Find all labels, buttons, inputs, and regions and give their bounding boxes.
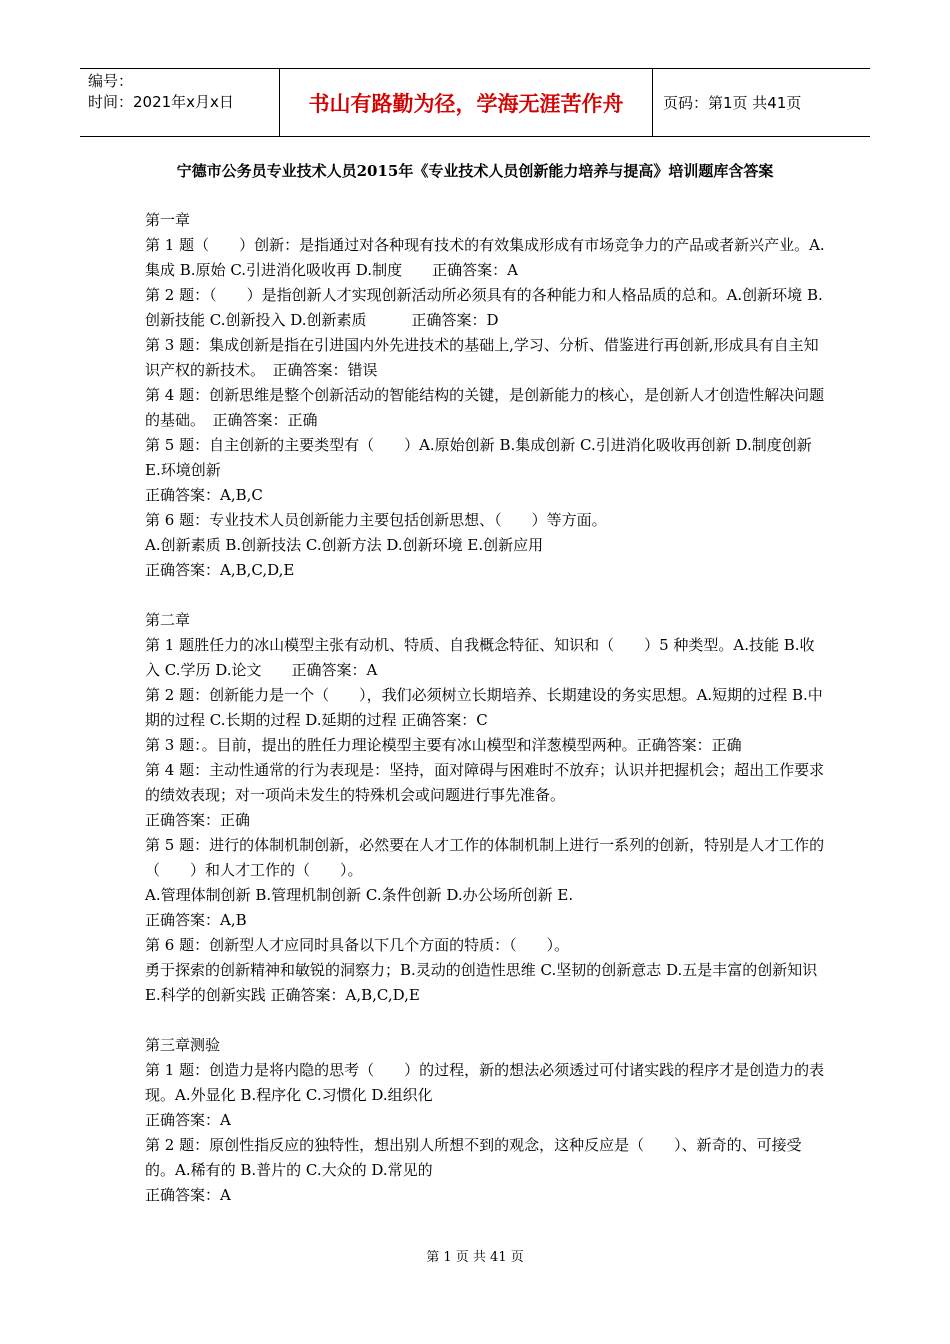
text-line: 第 4 题：创新思维是整个创新活动的智能结构的关键，是创新能力的核心，是创新人才创造性解决问题的基础。 正确答案：正确 bbox=[145, 386, 825, 429]
date-label: 时间：2021年x月x日 bbox=[88, 93, 234, 111]
text-line: A.管理体制创新 B.管理机制创新 C.条件创新 D.办公场所创新 E. bbox=[145, 886, 574, 904]
text-line: A.创新素质 B.创新技法 C.创新方法 D.创新环境 E.创新应用 bbox=[145, 536, 544, 554]
header-meta bbox=[80, 69, 280, 136]
text-line: 第 5 题：进行的体制机制创新，必然要在人才工作的体制机制上进行一系列的创新，特别是人才工作的（ ）和人才工作的（ ）。 bbox=[145, 836, 825, 879]
text-line: 第一章 bbox=[145, 211, 191, 229]
number-label: 编号： bbox=[88, 72, 134, 90]
text-line: 第 2 题：创新能力是一个（ ），我们必须树立长期培养、长期建设的务实思想。A.短期的过程 B.中期的过程 C.长期的过程 D.延期的过程 正确答案：C bbox=[145, 686, 823, 729]
text-line: 正确答案：A,B,C,D,E bbox=[145, 561, 295, 579]
text-line: 正确答案：A,B bbox=[145, 911, 247, 929]
text-line: 第 4 题：主动性通常的行为表现是：坚持，面对障碍与困难时不放弃；认识并把握机会；超出工作要求的绩效表现；对一项尚未发生的特殊机会或问题进行事先准备。 bbox=[145, 761, 825, 804]
page-header bbox=[80, 68, 870, 137]
document-body bbox=[145, 208, 825, 1208]
text-line: 第二章 bbox=[145, 611, 191, 629]
text-line: 正确答案：A,B,C bbox=[145, 486, 263, 504]
text-line: 勇于探索的创新精神和敏锐的洞察力；B.灵动的创造性思维 C.坚韧的创新意志 D.五是丰富的创新知识 E.科学的创新实践 正确答案：A,B,C,D,E bbox=[145, 961, 818, 1004]
text-line: 正确答案：正确 bbox=[145, 811, 251, 829]
text-line: 正确答案：A bbox=[145, 1186, 231, 1204]
document-title: 宁德市公务员专业技术人员2015年《专业技术人员创新能力培养与提高》培训题库含答案 bbox=[176, 162, 774, 180]
text-line: 第 1 题（ ）创新：是指通过对各种现有技术的有效集成形成有市场竞争力的产品或者新兴产业。A.集成 B.原始 C.引进消化吸收再 D.制度 正确答案：A bbox=[145, 236, 825, 279]
text-line: 第 3 题：集成创新是指在引进国内外先进技术的基础上,学习、分析、借鉴进行再创新,形成具有自主知识产权的新技术。 正确答案：错误 bbox=[145, 336, 819, 379]
text-line: 第 3 题：。目前，提出的胜任力理论模型主要有冰山模型和洋葱模型两种。正确答案：正确 bbox=[145, 736, 742, 754]
text-line: 第 1 题：创造力是将内隐的思考（ ）的过程，新的想法必须透过可付诸实践的程序才是创造力的表现。A.外显化 B.程序化 C.习惯化 D.组织化 bbox=[145, 1061, 825, 1104]
page-footer: 第 1 页 共 41 页 bbox=[426, 1250, 524, 1265]
text-line: 第 5 题：自主创新的主要类型有（ ）A.原始创新 B.集成创新 C.引进消化吸收再创新 D.制度创新 E.环境创新 bbox=[145, 436, 812, 479]
text-line: 正确答案：A bbox=[145, 1111, 231, 1129]
text-line: 第 6 题：专业技术人员创新能力主要包括创新思想、（ ）等方面。 bbox=[145, 511, 607, 529]
text-line: 第 2 题：（ ）是指创新人才实现创新活动所必须具有的各种能力和人格品质的总和。A.创新环境 B.创新技能 C.创新投入 D.创新素质 正确答案：D bbox=[145, 286, 823, 329]
text-line: 第三章测验 bbox=[145, 1036, 221, 1054]
text-line: 第 1 题胜任力的冰山模型主张有动机、特质、自我概念特征、知识和（ ）5 种类型。A.技能 B.收入 C.学历 D.论文 正确答案：A bbox=[145, 636, 815, 679]
header-motto: 书山有路勤为径，学海无涯苦作舟 bbox=[280, 69, 653, 136]
text-line: 第 2 题：原创性指反应的独特性，想出别人所想不到的观念，这种反应是（ ）、新奇的、可接受的。A.稀有的 B.普片的 C.大众的 D.常见的 bbox=[145, 1136, 802, 1179]
header-page-info: 页码：第1页 共41页 bbox=[663, 94, 802, 112]
blank-line bbox=[145, 1008, 825, 1033]
text-line: 第 6 题：创新型人才应同时具备以下几个方面的特质：（ ）。 bbox=[145, 936, 570, 954]
blank-line bbox=[145, 583, 825, 608]
